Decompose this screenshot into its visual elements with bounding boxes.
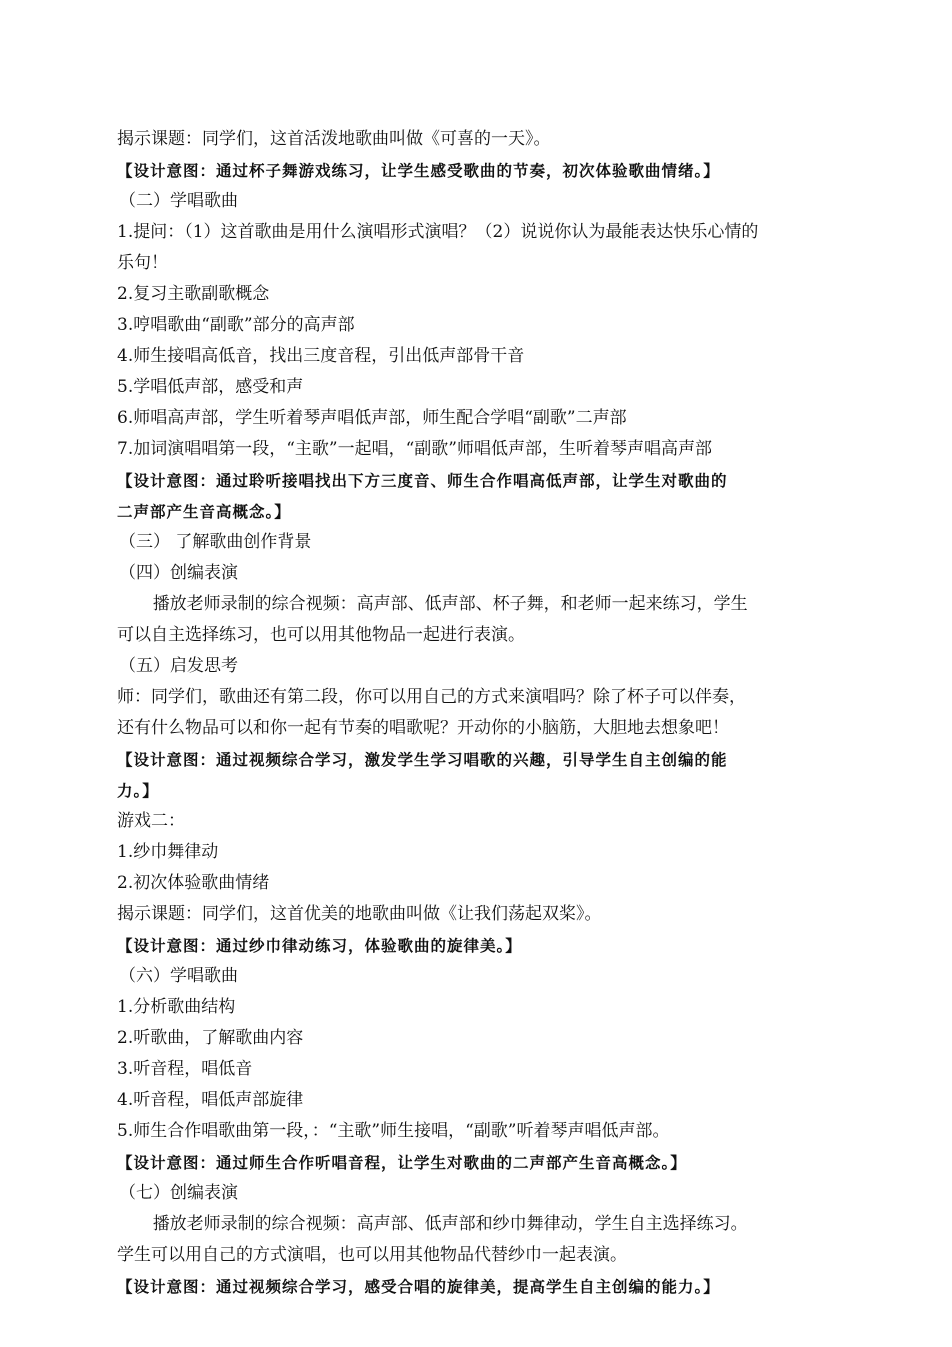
paragraph-line: 2.初次体验歌曲情绪	[117, 873, 270, 893]
paragraph-line: 3.哼唱歌曲“副歌”部分的高声部	[117, 315, 355, 335]
document-body	[117, 124, 837, 1302]
paragraph-line: 2.复习主歌副歌概念	[117, 284, 270, 304]
paragraph-line: 播放老师录制的综合视频：高声部、低声部、杯子舞，和老师一起来练习，学生	[152, 594, 748, 614]
paragraph-line: 可以自主选择练习，也可以用其他物品一起进行表演。	[117, 625, 525, 645]
section-heading: （四）创编表演	[119, 563, 238, 583]
design-intent-line: 力。】	[117, 781, 159, 800]
design-intent-line: 【设计意图：通过师生合作听唱音程，让学生对歌曲的二声部产生音高概念。】	[117, 1153, 687, 1172]
paragraph-line: 师：同学们，歌曲还有第二段，你可以用自己的方式来演唱吗？除了杯子可以伴奏，	[117, 687, 746, 707]
section-heading: （七）创编表演	[119, 1183, 238, 1203]
section-heading: （二）学唱歌曲	[119, 191, 238, 211]
section-heading: （六）学唱歌曲	[119, 966, 238, 986]
paragraph-line: 4.听音程，唱低声部旋律	[117, 1090, 304, 1110]
design-intent-line: 二声部产生音高概念。】	[117, 502, 291, 521]
design-intent-line: 【设计意图：通过视频综合学习，激发学生学习唱歌的兴趣，引导学生自主创编的能	[117, 750, 728, 769]
paragraph-line: 乐句！	[117, 253, 168, 273]
section-heading: （三） 了解歌曲创作背景	[119, 532, 312, 552]
paragraph-line: 播放老师录制的综合视频：高声部、低声部和纱巾舞律动，学生自主选择练习。	[152, 1214, 748, 1234]
paragraph-line: 学生可以用自己的方式演唱，也可以用其他物品代替纱巾一起表演。	[117, 1245, 627, 1265]
paragraph-line: 1.分析歌曲结构	[117, 997, 236, 1017]
paragraph-line: 7.加词演唱唱第一段，“主歌”一起唱，“副歌”师唱低声部，生听着琴声唱高声部	[117, 439, 712, 459]
design-intent-line: 【设计意图：通过纱巾律动练习，体验歌曲的旋律美。】	[117, 936, 522, 955]
paragraph-line: 5.师生合作唱歌曲第一段，：“主歌”师生接唱，“副歌”听着琴声唱低声部。	[117, 1121, 670, 1141]
paragraph-line: 1.纱巾舞律动	[117, 842, 219, 862]
paragraph-line: 5.学唱低声部，感受和声	[117, 377, 304, 397]
paragraph-line: 游戏二：	[117, 811, 185, 831]
design-intent-line: 【设计意图：通过聆听接唱找出下方三度音、师生合作唱高低声部，让学生对歌曲的	[117, 471, 728, 490]
design-intent-line: 【设计意图：通过杯子舞游戏练习，让学生感受歌曲的节奏，初次体验歌曲情绪。】	[117, 161, 720, 180]
paragraph-line: 还有什么物品可以和你一起有节奏的唱歌呢？开动你的小脑筋，大胆地去想象吧！	[117, 718, 729, 738]
paragraph-line: 3.听音程，唱低音	[117, 1059, 253, 1079]
paragraph-line: 1.提问：（1）这首歌曲是用什么演唱形式演唱？（2）说说你认为最能表达快乐心情的	[117, 222, 759, 242]
paragraph-line: 6.师唱高声部，学生听着琴声唱低声部，师生配合学唱“副歌”二声部	[117, 408, 627, 428]
paragraph-line: 揭示课题：同学们，这首活泼地歌曲叫做《可喜的一天》。	[117, 129, 551, 149]
section-heading: （五）启发思考	[119, 656, 238, 676]
paragraph-line: 4.师生接唱高低音，找出三度音程，引出低声部骨干音	[117, 346, 525, 366]
design-intent-line: 【设计意图：通过视频综合学习，感受合唱的旋律美，提高学生自主创编的能力。】	[117, 1277, 720, 1296]
paragraph-line: 揭示课题：同学们，这首优美的地歌曲叫做《让我们荡起双桨》。	[117, 904, 602, 924]
paragraph-line: 2.听歌曲，了解歌曲内容	[117, 1028, 304, 1048]
